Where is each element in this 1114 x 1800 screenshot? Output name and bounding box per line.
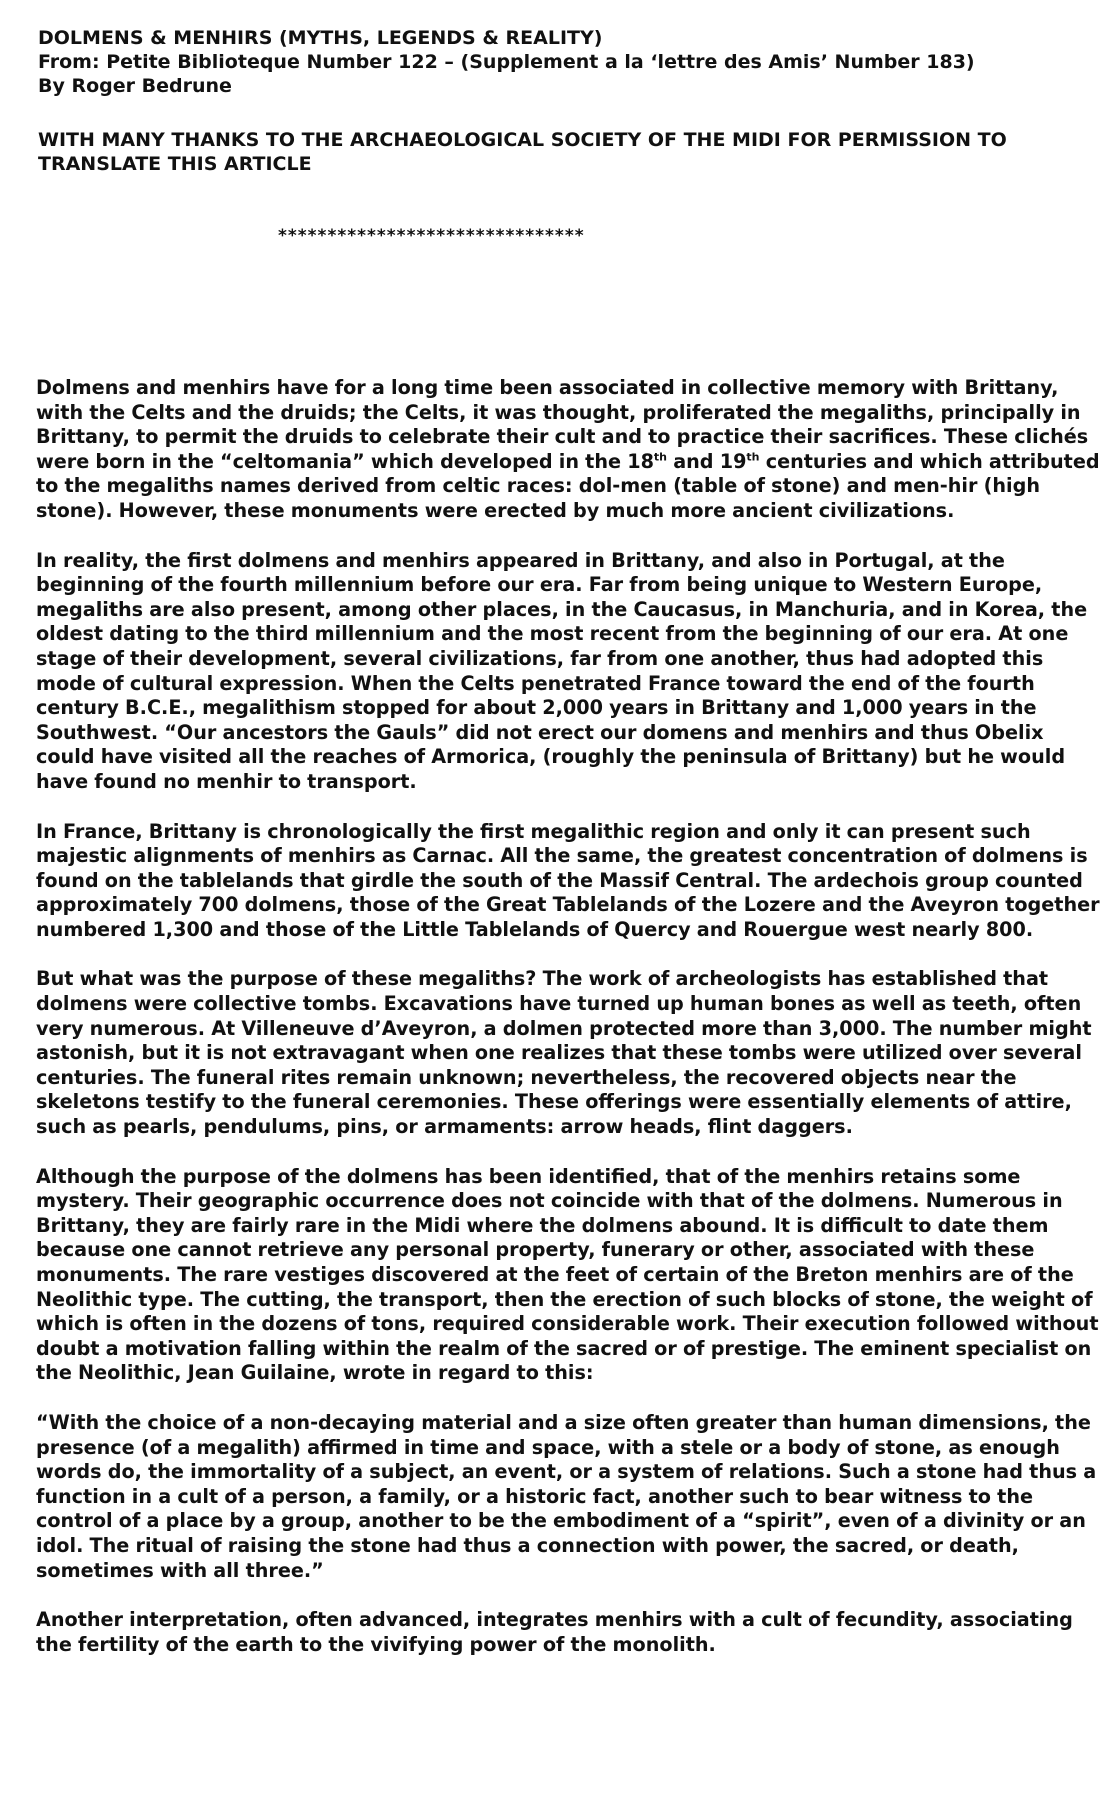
quotation: “With the choice of a non-decaying material and a size often greater than human dimensions, the presence (of a megalith) affirmed in time and space, with a stele or a body of stone, as enough words do, the immortality of a subject, an event, or a system of relations. Such a stone had thus a function in a cult of a person, a family, or a historic fact, another such to bear witness to the control of a place by a group, another to be the embodiment of a “spirit”, even of a divinity or an idol. The ritual of raising the stone had thus a connection with power, the sacred, or death, sometimes with all three.” xyxy=(36,1410,1097,1582)
paragraph-4: But what was the purpose of these megaliths? The work of archeologists has established that dolmens were collective tombs. Excavations have turned up human bones as well as teeth, often very numerous. At Villeneuve d’Aveyron, a dolmen protected more than 3,000. The number might astonish, but it is not extravagant when one realizes that these tombs were utilized over several centuries. The funeral rites remain unknown; nevertheless, the recovered objects near the skeletons testify to the funeral ceremonies. These offerings were essentially elements of attire, such as pearls, pendulums, pins, or armaments: arrow heads, flint daggers. xyxy=(36,967,1092,1139)
author-line: By Roger Bedrune xyxy=(38,75,232,97)
paragraph-1 xyxy=(36,376,1100,524)
document-title: DOLMENS & MENHIRS (MYTHS, LEGENDS & REALITY) xyxy=(38,27,603,49)
paragraph-2: In reality, the first dolmens and menhirs appeared in Brittany, and also in Portugal, at the beginning of the fourth millennium before our era. Far from being unique to Western Europe, megaliths are also present, among other places, in the Caucasus, in Manchuria, and in Korea, the oldest dating to the third millennium and the most recent from the beginning of our era. At one stage of their development, several civilizations, far from one another, thus had adopted this mode of cultural expression. When the Celts penetrated France toward the end of the fourth century B.C.E., megalithism stopped for about 2,000 years in Brittany and 1,000 years in the Southwest. “Our ancestors the Gauls” did not erect our domens and menhirs and thus Obelix could have visited all the reaches of Armorica, (roughly the peninsula of Brittany) but he would have found no menhir to transport. xyxy=(36,548,1088,793)
paragraph-1-part-b: and 19 xyxy=(667,449,747,473)
article-body xyxy=(36,376,1100,1682)
source-line: From: Petite Biblioteque Number 122 – (Supplement a la ‘lettre des Amis’ Number 183) xyxy=(38,51,975,73)
paragraph-3: In France, Brittany is chronologically the first megalithic region and only it can present such majestic alignments of menhirs as Carnac. All the same, the greatest concentration of dolmens is found on the tablelands that girdle the south of the Massif Central. The ardechois group counted approximately 700 dolmens, those of the Great Tablelands of the Lozere and the Aveyron together numbered 1,300 and those of the Little Tablelands of Quercy and Rouergue west nearly 800. xyxy=(36,819,1100,941)
paragraph-1-part-c: centuries and which attributed to the megaliths names derived from celtic races: dol-men (table of stone) and men-hir (high stone). However, these monuments were erected by much more ancient civilizations. xyxy=(36,449,1100,522)
superscript-th: th xyxy=(653,450,668,464)
paragraph-1-part-a: Dolmens and menhirs have for a long time been associated in collective memory with Brittany, with the Celts and the druids; the Celts, it was thought, proliferated the megaliths, principally in Brittany, to permit the druids to celebrate their cult and to practice their sacrifices. These clichés were born in the “celtomania” which developed in the 18 xyxy=(36,376,1089,473)
document-header xyxy=(38,26,1078,98)
superscript-th: th xyxy=(746,450,760,464)
acknowledgement: WITH MANY THANKS TO THE ARCHAEOLOGICAL SOCIETY OF THE MIDI FOR PERMISSION TO TRANSLATE THIS ARTICLE xyxy=(38,129,1007,175)
paragraph-5: Although the purpose of the dolmens has been identified, that of the menhirs retains some mystery. Their geographic occurrence does not coincide with that of the dolmens. Numerous in Brittany, they are fairly rare in the Midi where the dolmens abound. It is difficult to date them because one cannot retrieve any personal property, funerary or other, associated with these monuments. The rare vestiges discovered at the feet of certain of the Breton menhirs are of the Neolithic type. The cutting, the transport, then the erection of such blocks of stone, the weight of which is often in the dozens of tons, required considerable work. Their execution followed without doubt a motivation falling within the realm of the sacred or of prestige. The eminent specialist on the Neolithic, Jean Guilaine, wrote in regard to this: xyxy=(36,1164,1099,1385)
separator: ******************************* xyxy=(278,226,585,246)
paragraph-7: Another interpretation, often advanced, integrates menhirs with a cult of fecundity, associating the fertility of the earth to the vivifying power of the monolith. xyxy=(36,1608,1073,1656)
